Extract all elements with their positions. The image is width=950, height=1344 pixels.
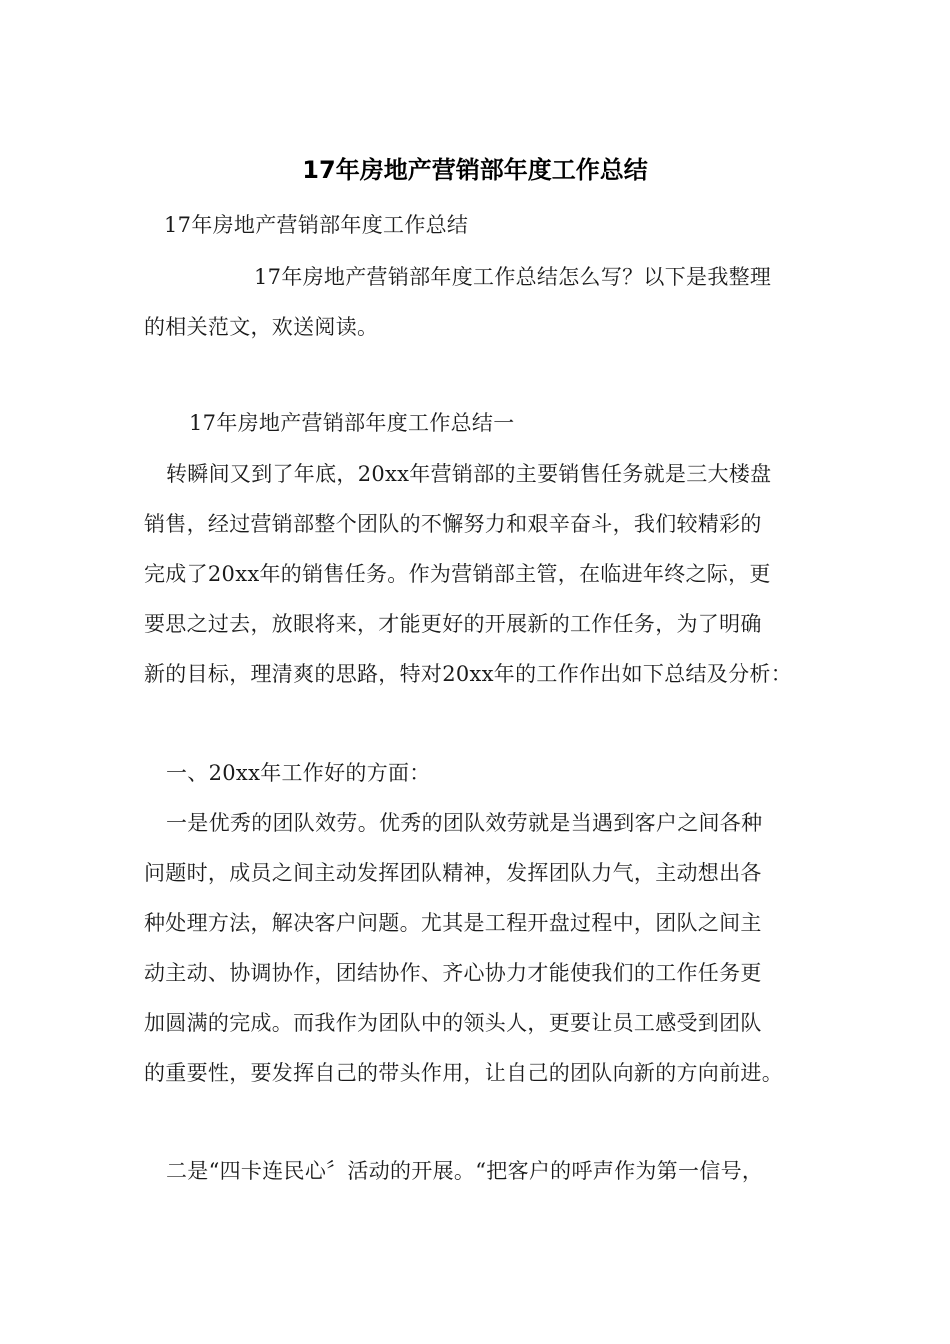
paragraph-line: 动主动、协调协作，团结协作、齐心协力才能使我们的工作任务更 — [144, 961, 762, 985]
paragraph-line: 完成了20xx年的销售任务。作为营销部主管，在临进年终之际，更 — [144, 562, 771, 586]
section-heading: 17年房地产营销部年度工作总结一 — [189, 411, 515, 435]
paragraph-line: 转瞬间又到了年底，20xx年营销部的主要销售任务就是三大楼盘 — [166, 462, 772, 486]
intro-line: 的相关范文，欢送阅读。 — [144, 315, 379, 339]
document-subtitle: 17年房地产营销部年度工作总结 — [164, 213, 469, 237]
paragraph-line: 新的目标，理清爽的思路，特对20xx年的工作作出如下总结及分析： — [144, 662, 793, 686]
paragraph-line: 加圆满的完成。而我作为团队中的领头人，更要让员工感受到团队 — [144, 1011, 762, 1035]
sub-heading: 一、20xx年工作好的方面： — [166, 761, 431, 785]
paragraph-line: 种处理方法，解决客户问题。尤其是工程开盘过程中，团队之间主 — [144, 911, 762, 935]
paragraph-line: 的重要性，要发挥自己的带头作用，让自己的团队向新的方向前进。 — [144, 1061, 783, 1085]
paragraph-line: 问题时，成员之间主动发挥团队精神，发挥团队力气，主动想出各 — [144, 861, 762, 885]
paragraph-line: 一是优秀的团队效劳。优秀的团队效劳就是当遇到客户之间各种 — [166, 811, 763, 835]
paragraph-line: 要思之过去，放眼将来，才能更好的开展新的工作任务，为了明确 — [144, 612, 762, 636]
paragraph-line: 二是“四卡连民心〞活动的开展。“把客户的呼声作为第一信号， — [166, 1159, 764, 1183]
intro-line: 17年房地产营销部年度工作总结怎么写？以下是我整理 — [254, 265, 772, 289]
paragraph-line: 销售，经过营销部整个团队的不懈努力和艰辛奋斗，我们较精彩的 — [144, 512, 762, 536]
document-title: 17年房地产营销部年度工作总结 — [302, 156, 648, 184]
